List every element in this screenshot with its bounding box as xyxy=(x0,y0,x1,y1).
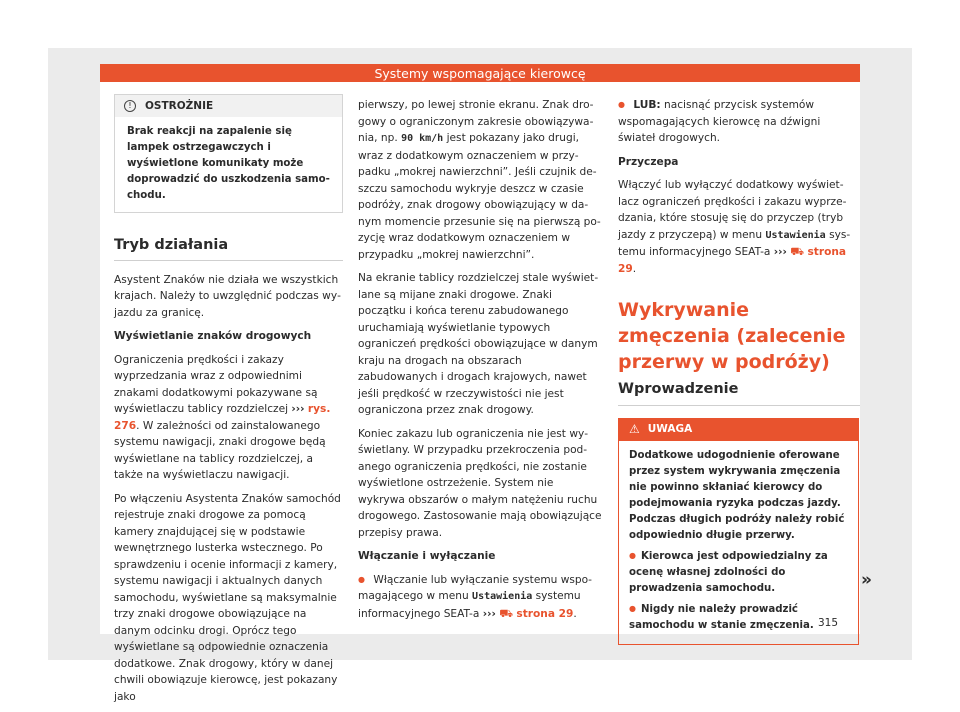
paragraph: Na ekranie tablicy rozdzielczej stale wyświetlane są mijane znaki drogowe. Znaki początku i końca terenu zabudowanego uruchamiają wyświetlanie typowych ograniczeń prędkości obowiązujące w danym kraju na drogach na obszarach zabudowanych i drogach krajowych, nawet jeśli prędkość w rzeczywistości nie jest ograniczona przez znak drogowy. xyxy=(358,272,599,416)
bullet-label: LUB: xyxy=(633,99,661,111)
column-2 xyxy=(358,97,603,629)
car-icon: ⛟ xyxy=(499,606,514,620)
ref-arrow: ››› xyxy=(482,607,496,620)
bullet-item xyxy=(618,97,860,147)
paragraph: Koniec zakazu lub ograniczenia nie jest wyświetlany. W przypadku przekroczenia podanego ograniczenia prędkości, nie zostanie wyświetlone ostrzeżenie. System nie wykrywa obszarów o małym natężeniu ruchu drogowego. Zastosowanie mają obowiązujące przepisy prawa. xyxy=(358,427,602,539)
car-icon: ⛟ xyxy=(790,245,805,258)
continued-marker: » xyxy=(861,570,872,590)
page-number: 315 xyxy=(818,617,839,629)
column-3 xyxy=(618,97,860,645)
section-title: Tryb działania xyxy=(114,237,343,261)
ref-arrow: ››› xyxy=(291,403,305,415)
page-link[interactable]: strona 29 xyxy=(516,607,574,620)
warning-text: Dodatkowe udogodnienie oferowane przez system wykrywania zmęczenia nie powinno skłaniać kierowcy do podejmowania ryzyka podczas jazdy. Podczas długich podróży należy robić odpowiednio długie przerwy. xyxy=(629,449,845,541)
paragraph xyxy=(618,177,860,277)
paragraph: Po włączeniu Asystenta Znaków samochód rejestruje znaki drogowe za pomocą kamery znajdującej się w podstawie wewnętrznego lusterka wstecznego. Po sprawdzeniu i ocenie informacji z kamery, systemu nawigacji i aktualnych danych samochodu, wyświetlane są maksymalnie trzy znaki drogowe obowiązujące na danym odcinku drogi. Oprócz tego wyświetlane są odpowiednie oznaczenia dodatkowe. Znak drogowy, który w danej chwili obowiązuje kierowcę, jest pokazany jako xyxy=(114,492,341,703)
caution-box xyxy=(114,94,343,213)
warning-body xyxy=(619,441,858,644)
ref-arrow: ››› xyxy=(773,246,787,258)
caution-header xyxy=(115,95,342,117)
column-1 xyxy=(114,82,343,712)
paragraph: Asystent Znaków nie działa we wszystkich krajach. Należy to uwzględnić podczas wyjazdu za granicę. xyxy=(114,273,341,319)
warning-bullet: ● Nigdy nie należy prowadzić samochodu w stanie zmęczenia. xyxy=(629,601,848,634)
warning-header xyxy=(619,419,858,441)
text: systemu informacyjnego SEAT-a xyxy=(358,590,581,620)
text: Ograniczenia prędkości i zakazy wyprzedzania wraz z odpowiednimi znakami dodatkowymi pokazywane są wyświetlaczu tablicy rozdzielczej xyxy=(114,353,318,415)
chapter-section-title: Wykrywanie zmęczenia (zalecenie przerwy w podróży) xyxy=(618,299,846,373)
text: . W zależności od zainstalowanego systemu nawigacji, znaki drogowe będą wyświetlane na tablicy rozdzielczej, a także na wyświetlaczu nawigacji. xyxy=(114,419,326,481)
warning-box xyxy=(618,418,859,645)
paragraph xyxy=(114,352,343,484)
text: nacisnąć przycisk systemów wspomagających kierowcę na dźwigni świateł drogowych. xyxy=(618,99,821,144)
chapter-title: Systemy wspomagające kierowcę xyxy=(374,65,586,81)
warning-triangle-icon: ⚠ xyxy=(629,422,640,437)
page-content xyxy=(100,82,872,703)
page-link[interactable]: strona 29 xyxy=(618,246,847,275)
figure-link[interactable]: rys. 276 xyxy=(114,403,331,432)
subheading: Włączanie i wyłączanie xyxy=(358,550,496,562)
text: pierwszy, po lewej stronie ekranu. Znak drogowy o ograniczonym zakresie obowiązywania, np. xyxy=(358,99,594,144)
bullet-item xyxy=(358,572,603,623)
text: Włączyć lub wyłączyć dodatkowy wyświetlacz ograniczeń prędkości i zakazu wyprzedzania, które stosuję się do przyczep (tryb jazdy z przyczepą) w menu xyxy=(618,179,847,241)
text: systemu informacyjnego SEAT-a xyxy=(618,228,851,258)
chapter-header xyxy=(100,64,860,82)
warning-bullet: ● Kierowca jest odpowiedzialny za ocenę własnej zdolności do prowadzenia samochodu. xyxy=(629,548,848,597)
speed-value: 90 km/h xyxy=(401,133,444,144)
subheading: Wyświetlanie znaków drogowych xyxy=(114,330,312,342)
subheading: Przyczepa xyxy=(618,155,679,168)
paragraph xyxy=(358,97,603,263)
text: . xyxy=(632,262,637,275)
info-circle-icon: ! xyxy=(124,100,136,112)
caution-text: Brak reakcji na zapalenie się lampek ostrzegawczych i wyświetlone komunikaty może doprowadzić do uszkodzenia samochodu. xyxy=(127,126,330,201)
text: jest pokazany jako drugi, wraz z dodatkowym oznaczeniem w przypadku „mokrej nawierzchni”. Jeśli czujnik deszczu samochodu wykryje deszcz w czasie podróży, znak drogowy obowiązujący w danym momencie przesunie się na pierwszą pozycję wraz dodatkowym oznaczeniem w przypadku „mokrej nawierzchni”. xyxy=(358,132,601,261)
text: Włączanie lub wyłączanie systemu wspomagającego w menu xyxy=(358,573,592,602)
warning-label: UWAGA xyxy=(647,423,693,436)
menu-name: Ustawienia xyxy=(765,229,826,241)
text: . xyxy=(573,607,577,620)
caution-label: OSTROŻNIE xyxy=(145,99,214,112)
section-title: Wprowadzenie xyxy=(618,381,860,406)
menu-name: Ustawienia xyxy=(472,591,533,602)
